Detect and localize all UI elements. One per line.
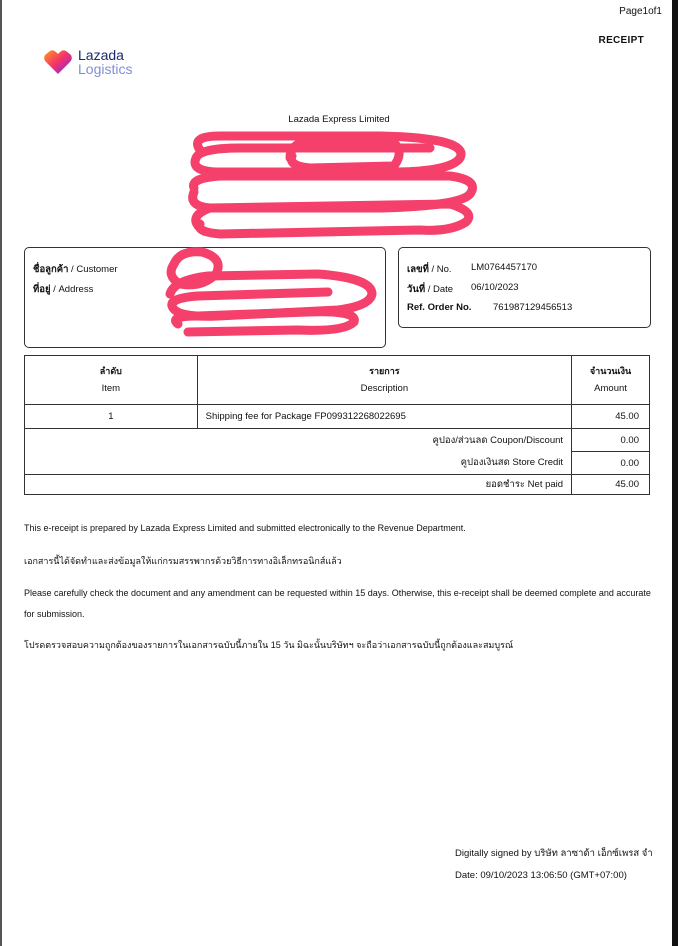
customer-label: ชื่อลูกค้า / Customer <box>33 264 118 275</box>
header-description: รายการ Description <box>197 356 571 405</box>
store-credit-label: คูปองเงินสด Store Credit <box>25 452 572 475</box>
receipt-no-label: เลขที่ / No. <box>407 264 452 275</box>
row-amount: 45.00 <box>572 405 650 429</box>
note-th-1: เอกสารนี้ได้จัดทำและส่งข้อมูลให้แก่กรมสรรพากรด้วยวิธีการทางอิเล็กทรอนิกส์แล้ว <box>24 556 342 566</box>
page-number: Page1of1 <box>619 6 662 17</box>
page-left-edge <box>0 0 2 946</box>
ref-order-label: Ref. Order No. <box>407 302 472 313</box>
coupon-row <box>25 429 650 452</box>
coupon-value: 0.00 <box>572 429 650 452</box>
note-th-2: โปรดตรวจสอบความถูกต้องของรายการในเอกสารฉบับนี้ภายใน 15 วัน มิฉะนั้นบริษัทฯ จะถือว่าเอกสารฉบับนี้ถูกต้องและสมบูรณ์ <box>24 640 514 650</box>
lazada-heart-icon <box>44 49 72 75</box>
lazada-logistics-logo <box>44 48 132 76</box>
coupon-label: คูปอง/ส่วนลด Coupon/Discount <box>25 429 572 452</box>
redaction-scribble-customer <box>158 244 384 339</box>
note-en-1: This e-receipt is prepared by Lazada Express Limited and submitted electronically to the Revenue Department. <box>24 523 466 533</box>
store-credit-row <box>25 452 650 475</box>
table-row <box>25 405 650 429</box>
signed-date: Date: 09/10/2023 13:06:50 (GMT+07:00) <box>455 870 627 881</box>
net-paid-row <box>25 475 650 495</box>
receipt-date-value: 06/10/2023 <box>471 282 519 293</box>
page-right-edge <box>672 0 678 946</box>
company-name: Lazada Express Limited <box>288 114 390 125</box>
items-table <box>24 355 650 495</box>
document-type: RECEIPT <box>598 35 644 46</box>
store-credit-value: 0.00 <box>572 452 650 475</box>
net-paid-value: 45.00 <box>572 475 650 495</box>
row-description: Shipping fee for Package FP099312268022695 <box>197 405 571 429</box>
redaction-scribble-address <box>180 128 490 240</box>
logo-text-line2: Logistics <box>78 61 133 77</box>
header-amount: จำนวนเงิน Amount <box>572 356 650 405</box>
receipt-date-label: วันที่ / Date <box>407 284 454 295</box>
header-item: ลำดับ Item <box>25 356 198 405</box>
net-paid-label: ยอดชำระ Net paid <box>25 475 572 495</box>
signed-by: Digitally signed by บริษัท ลาซาด้า เอ็กซ์เพรส จำ <box>455 848 653 859</box>
row-item-number: 1 <box>25 405 198 429</box>
receipt-info-box <box>398 247 651 328</box>
ref-order-value: 761987129456513 <box>493 302 573 313</box>
note-en-2: Please carefully check the document and any amendment can be requested within 15 days. Otherwise, this e-receipt shall be deemed complete and accurate for submission. <box>24 588 651 619</box>
receipt-no-value: LM0764457170 <box>471 262 538 273</box>
address-label: ที่อยู่ / Address <box>33 284 94 295</box>
logo-text-line1: Lazada <box>78 47 124 63</box>
table-header-row <box>25 356 650 405</box>
